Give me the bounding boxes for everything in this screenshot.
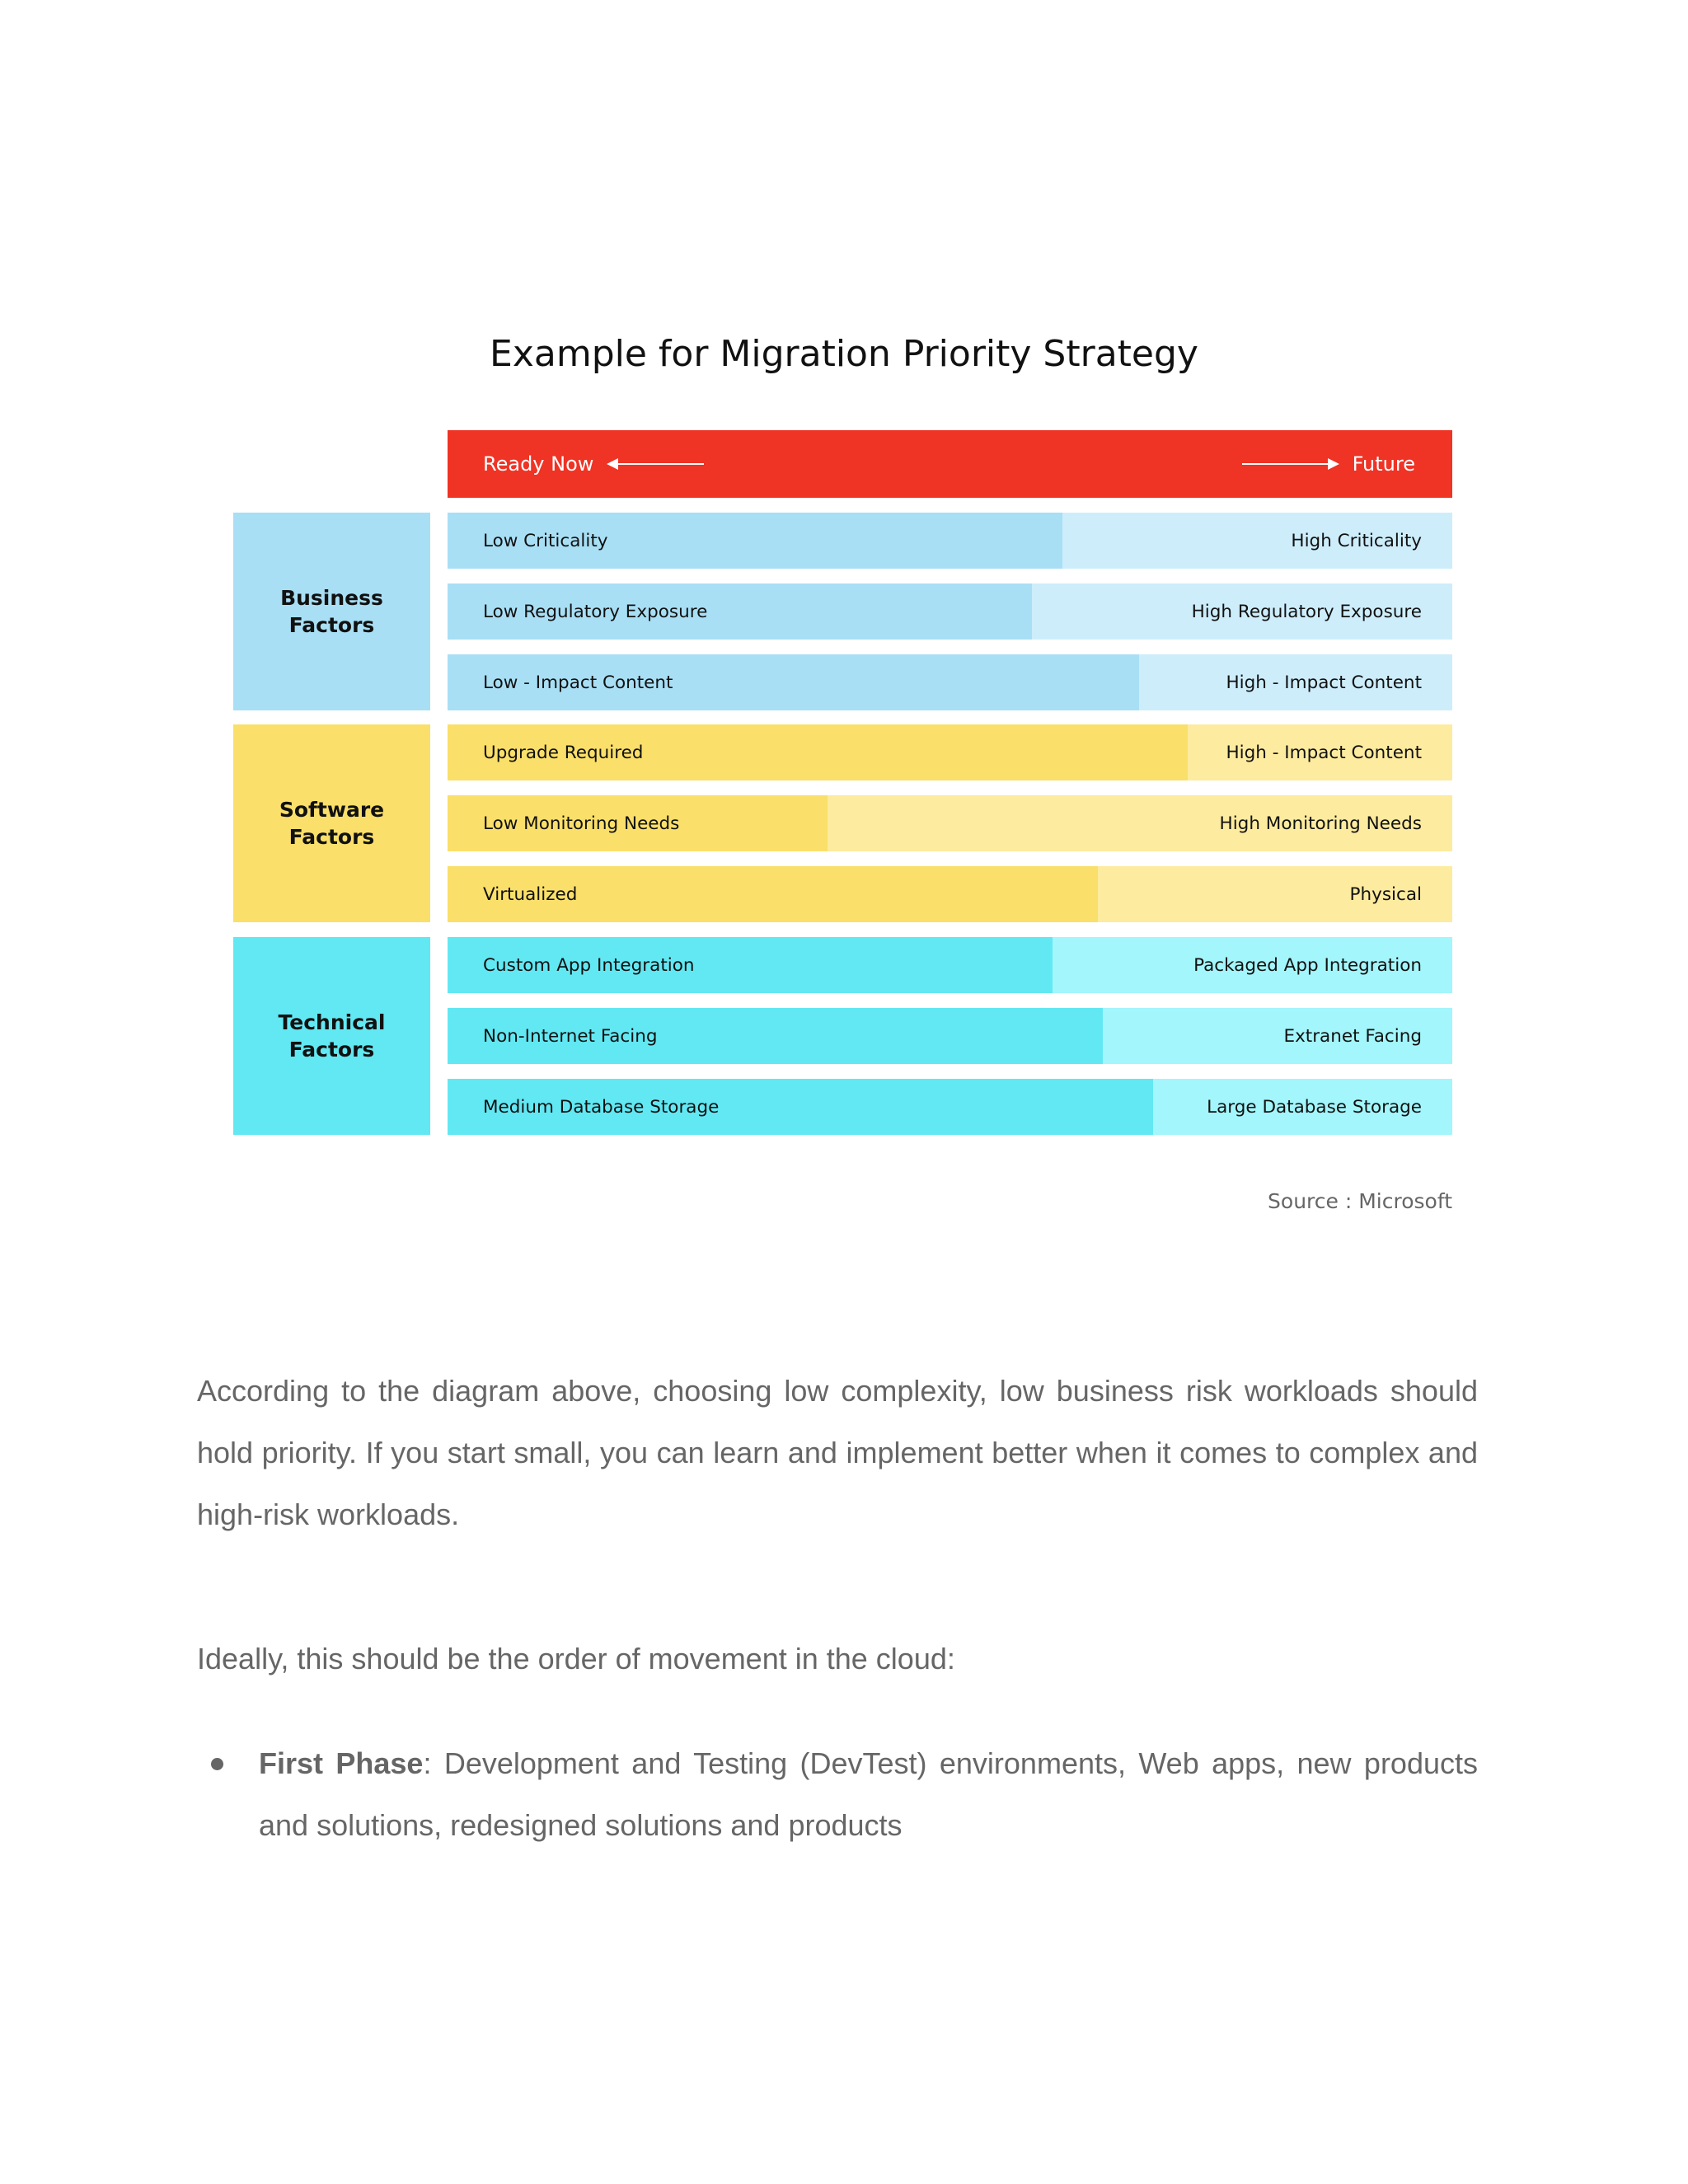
factor-row-low-monitoring-needs [448, 795, 1452, 851]
group-label-line: Factors [288, 1038, 375, 1062]
bullet-list-item [259, 1732, 1478, 1856]
row-left-label: Low - Impact Content [483, 672, 673, 693]
bullet-description: : Development and Testing (DevTest) environments, Web apps, new products and solutions, redesigned solutions and products [259, 1746, 1478, 1842]
row-left-label: Custom App Integration [483, 954, 695, 976]
group-label-line: Software [279, 798, 385, 822]
row-right-label: High - Impact Content [1226, 672, 1422, 693]
row-right-label: Extranet Facing [1283, 1025, 1422, 1047]
factor-row-custom-app-integration [448, 937, 1452, 993]
row-left-label: Virtualized [483, 883, 578, 905]
factor-row-upgrade-required [448, 724, 1452, 780]
row-left-label: Low Regulatory Exposure [483, 601, 708, 622]
body-paragraph: Ideally, this should be the order of movement in the cloud: [197, 1642, 955, 1675]
factor-row-low-criticality [448, 513, 1452, 569]
row-right-label: High Criticality [1291, 530, 1422, 551]
factor-row-medium-database-storage [448, 1079, 1452, 1135]
group-label-software-factors [233, 724, 430, 922]
row-left-label: Medium Database Storage [483, 1096, 720, 1118]
bullet-icon [211, 1758, 223, 1770]
row-right-label: High Monitoring Needs [1219, 813, 1422, 834]
factor-row-virtualized [448, 866, 1452, 922]
row-left-label: Upgrade Required [483, 742, 644, 763]
diagram-title: Example for Migration Priority Strategy [490, 333, 1198, 375]
row-left-label: Low Monitoring Needs [483, 813, 680, 834]
priority-header-bar [448, 430, 1452, 498]
arrow-right-icon [1242, 456, 1339, 472]
ready-now-label-group [483, 430, 704, 498]
row-right-label: Packaged App Integration [1193, 954, 1422, 976]
row-right-label: Physical [1349, 883, 1422, 905]
group-label-technical-factors [233, 937, 430, 1135]
arrow-left-icon [607, 456, 704, 472]
factor-row-non-internet-facing [448, 1008, 1452, 1064]
row-left-label: Low Criticality [483, 530, 608, 551]
future-label: Future [1352, 452, 1415, 476]
factor-row-low-impact-content [448, 654, 1452, 710]
group-label-line: Technical [278, 1010, 386, 1034]
group-label-business-factors [233, 513, 430, 710]
row-right-label: Large Database Storage [1207, 1096, 1422, 1118]
body-paragraph: According to the diagram above, choosing low complexity, low business risk workloads should hold priority. If you start small, you can learn and implement better when it comes to complex and high-risk workloads. [197, 1374, 1478, 1531]
row-right-label: High - Impact Content [1226, 742, 1422, 763]
ready-now-label: Ready Now [483, 452, 594, 476]
row-right-label: High Regulatory Exposure [1191, 601, 1422, 622]
group-label-line: Factors [288, 825, 375, 849]
row-left-label: Non-Internet Facing [483, 1025, 658, 1047]
diagram-source-caption: Source : Microsoft [1268, 1189, 1452, 1213]
group-label-line: Factors [288, 613, 375, 637]
group-label-line: Business [280, 586, 383, 610]
factor-row-low-regulatory-exposure [448, 583, 1452, 640]
bullet-term: First Phase [259, 1746, 424, 1780]
future-label-group [1242, 430, 1415, 498]
